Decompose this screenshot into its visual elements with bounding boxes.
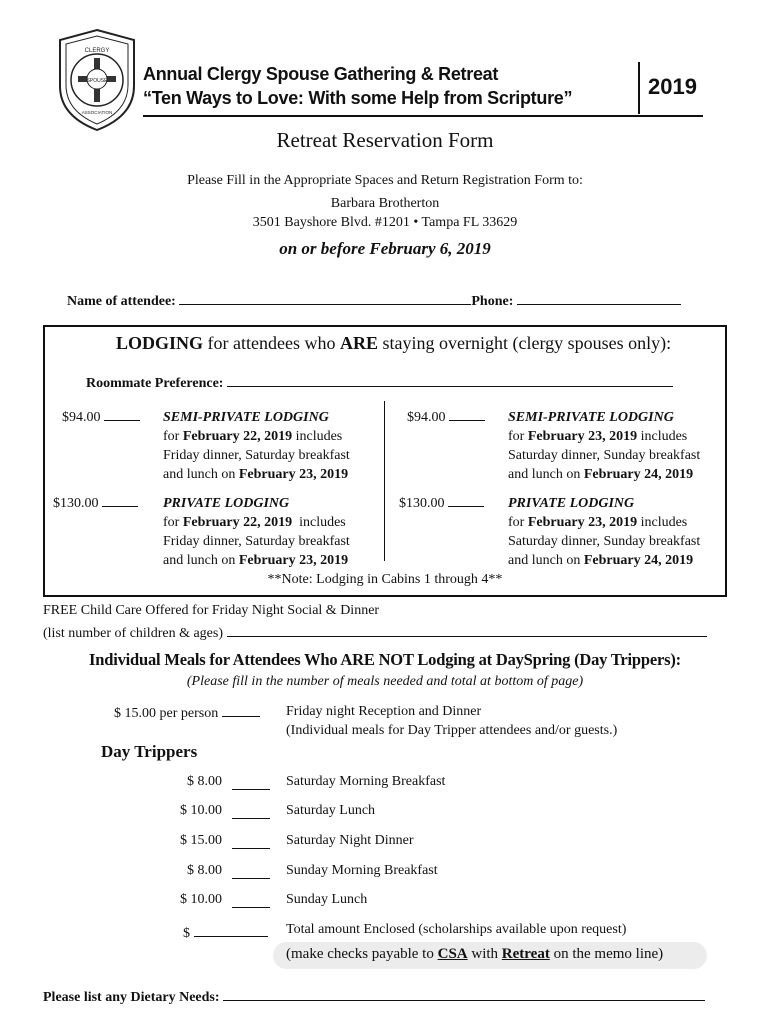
- lodging-price-row: [399, 494, 484, 513]
- lodging-lunch: and lunch on: [508, 553, 584, 568]
- lodging-price: $130.00: [53, 496, 99, 511]
- childcare-offer: FREE Child Care Offered for Friday Night Social & Dinner: [43, 603, 380, 618]
- lodging-includes: includes: [292, 429, 343, 444]
- form-title: Retreat Reservation Form: [276, 128, 494, 152]
- lodging-type: SEMI-PRIVATE LODGING: [508, 410, 674, 425]
- meal-price: $ 8.00: [187, 774, 222, 789]
- meal-qty-input[interactable]: [232, 804, 270, 819]
- event-year: 2019: [648, 74, 697, 99]
- lodging-end-date: February 23, 2019: [238, 553, 349, 568]
- lodging-heading-lodging: LODGING: [116, 333, 204, 353]
- lodging-meals: Saturday dinner, Sunday breakfast: [508, 534, 701, 549]
- meal-price: $ 10.00: [180, 892, 222, 907]
- lodging-date: February 22, 2019: [182, 515, 293, 530]
- total-row: [183, 922, 268, 942]
- lodging-price-row: [53, 494, 138, 513]
- lodging-lunch: and lunch on: [163, 467, 239, 482]
- meals-subheading: (Please fill in the number of meals needed and total at bottom of page): [186, 674, 584, 689]
- total-amount-input[interactable]: [194, 922, 268, 937]
- deadline: on or before February 6, 2019: [279, 239, 491, 258]
- lodging-price-row: [407, 408, 485, 427]
- checks-note-part2: with: [467, 946, 502, 962]
- lodging-heading: [116, 333, 671, 354]
- lodging-qty-input[interactable]: [102, 494, 138, 507]
- lodging-type: PRIVATE LODGING: [163, 496, 290, 511]
- lodging-for: for: [508, 515, 528, 530]
- lodging-date: February 23, 2019: [527, 429, 638, 444]
- meal-name: Saturday Night Dinner: [286, 833, 414, 848]
- phone-input[interactable]: [517, 290, 681, 305]
- lodging-end-date: February 24, 2019: [583, 467, 694, 482]
- checks-payee: CSA: [437, 946, 468, 962]
- lodging-type: PRIVATE LODGING: [508, 496, 635, 511]
- lodging-price: $130.00: [399, 496, 445, 511]
- lodging-end-date: February 24, 2019: [583, 553, 694, 568]
- instructions: Please Fill in the Appropriate Spaces and Return Registration Form to:: [187, 173, 583, 188]
- lodging-note: **Note: Lodging in Cabins 1 through 4**: [267, 572, 503, 587]
- meal-price: $ 8.00: [187, 863, 222, 878]
- lodging-includes: includes: [637, 429, 688, 444]
- childcare-label: (list number of children & ages): [43, 626, 224, 641]
- lodging-lunch: and lunch on: [163, 553, 239, 568]
- lodging-meals: Friday dinner, Saturday breakfast: [163, 448, 350, 463]
- lodging-price-row: [62, 408, 140, 427]
- event-theme: “Ten Ways to Love: With some Help from Scripture”: [143, 88, 573, 108]
- lodging-heading-are: ARE: [339, 333, 378, 353]
- association-seal-logo: [56, 28, 138, 132]
- per-person-price: $ 15.00 per person: [114, 706, 219, 721]
- recipient-name: Barbara Brotherton: [330, 196, 440, 211]
- checks-note-part3: on the memo line): [549, 946, 664, 962]
- meal-name: Saturday Morning Breakfast: [286, 774, 446, 789]
- lodging-date: February 22, 2019: [182, 429, 293, 444]
- recipient-address: 3501 Bayshore Blvd. #1201 • Tampa FL 33629: [252, 215, 518, 230]
- lodging-heading-rest: staying overnight (clergy spouses only):: [377, 333, 672, 353]
- lodging-lunch: and lunch on: [508, 467, 584, 482]
- meals-heading: Individual Meals for Attendees Who ARE NOT Lodging at DaySpring (Day Trippers):: [89, 650, 681, 669]
- lodging-meals: Friday dinner, Saturday breakfast: [163, 534, 350, 549]
- per-person-qty-input[interactable]: [222, 702, 260, 717]
- lodging-includes: includes: [637, 515, 688, 530]
- total-label: Total amount Enclosed (scholarships available upon request): [286, 922, 627, 937]
- lodging-heading-mid: for attendees who: [203, 333, 340, 353]
- day-trippers-label: Day Trippers: [101, 742, 198, 761]
- checks-memo: Retreat: [501, 946, 550, 962]
- phone-label: Phone:: [471, 294, 514, 309]
- lodging-type: SEMI-PRIVATE LODGING: [163, 410, 329, 425]
- lodging-column-divider: [384, 401, 385, 561]
- lodging-price: $94.00: [62, 410, 101, 425]
- total-currency: $: [183, 926, 190, 941]
- lodging-end-date: February 23, 2019: [238, 467, 349, 482]
- per-person-row: [114, 702, 260, 722]
- event-title: Annual Clergy Spouse Gathering & Retreat: [143, 64, 499, 84]
- lodging-qty-input[interactable]: [104, 408, 140, 421]
- lodging-date: February 23, 2019: [527, 515, 638, 530]
- lodging-meals: Saturday dinner, Sunday breakfast: [508, 448, 701, 463]
- lodging-for: for: [163, 429, 183, 444]
- logo-text-spouse: SPOUSE: [86, 78, 108, 84]
- lodging-includes: includes: [292, 515, 346, 530]
- name-phone-row: [67, 290, 681, 310]
- meal-name: Saturday Lunch: [286, 803, 376, 818]
- meal-name: Sunday Lunch: [286, 892, 368, 907]
- per-person-desc-line2: (Individual meals for Day Tripper attendees and/or guests.): [286, 723, 618, 738]
- roommate-row: [86, 372, 673, 392]
- lodging-option-semi-private-sat: [508, 408, 700, 484]
- lodging-option-private-fri: [163, 494, 350, 570]
- meal-qty-input[interactable]: [232, 893, 270, 908]
- meal-qty-input[interactable]: [232, 864, 270, 879]
- checks-note: [286, 946, 663, 963]
- lodging-for: for: [508, 429, 528, 444]
- lodging-price: $94.00: [407, 410, 446, 425]
- childcare-input[interactable]: [227, 622, 707, 637]
- lodging-option-semi-private-fri: [163, 408, 350, 484]
- lodging-qty-input[interactable]: [448, 494, 484, 507]
- roommate-label: Roommate Preference:: [86, 376, 224, 391]
- meal-price: $ 10.00: [180, 803, 222, 818]
- lodging-qty-input[interactable]: [449, 408, 485, 421]
- childcare-row: [43, 622, 707, 642]
- name-label: Name of attendee:: [67, 294, 176, 309]
- dietary-input[interactable]: [223, 986, 705, 1001]
- header-divider: [638, 62, 640, 114]
- header-rule: [143, 115, 703, 117]
- lodging-for: for: [163, 515, 183, 530]
- meal-qty-input[interactable]: [232, 775, 270, 790]
- meal-price: $ 15.00: [180, 833, 222, 848]
- per-person-desc-line1: Friday night Reception and Dinner: [286, 704, 482, 719]
- roommate-input[interactable]: [227, 372, 673, 387]
- logo-text-clergy: CLERGY: [84, 48, 110, 54]
- logo-text-association: ASSOCIATION: [81, 110, 113, 115]
- meal-name: Sunday Morning Breakfast: [286, 863, 438, 878]
- dietary-row: [43, 986, 705, 1006]
- meal-qty-input[interactable]: [232, 834, 270, 849]
- name-input[interactable]: [179, 290, 471, 305]
- dietary-label: Please list any Dietary Needs:: [43, 990, 220, 1005]
- checks-note-part1: (make checks payable to: [286, 946, 438, 962]
- lodging-option-private-sat: [508, 494, 700, 570]
- per-person-description: [286, 702, 617, 740]
